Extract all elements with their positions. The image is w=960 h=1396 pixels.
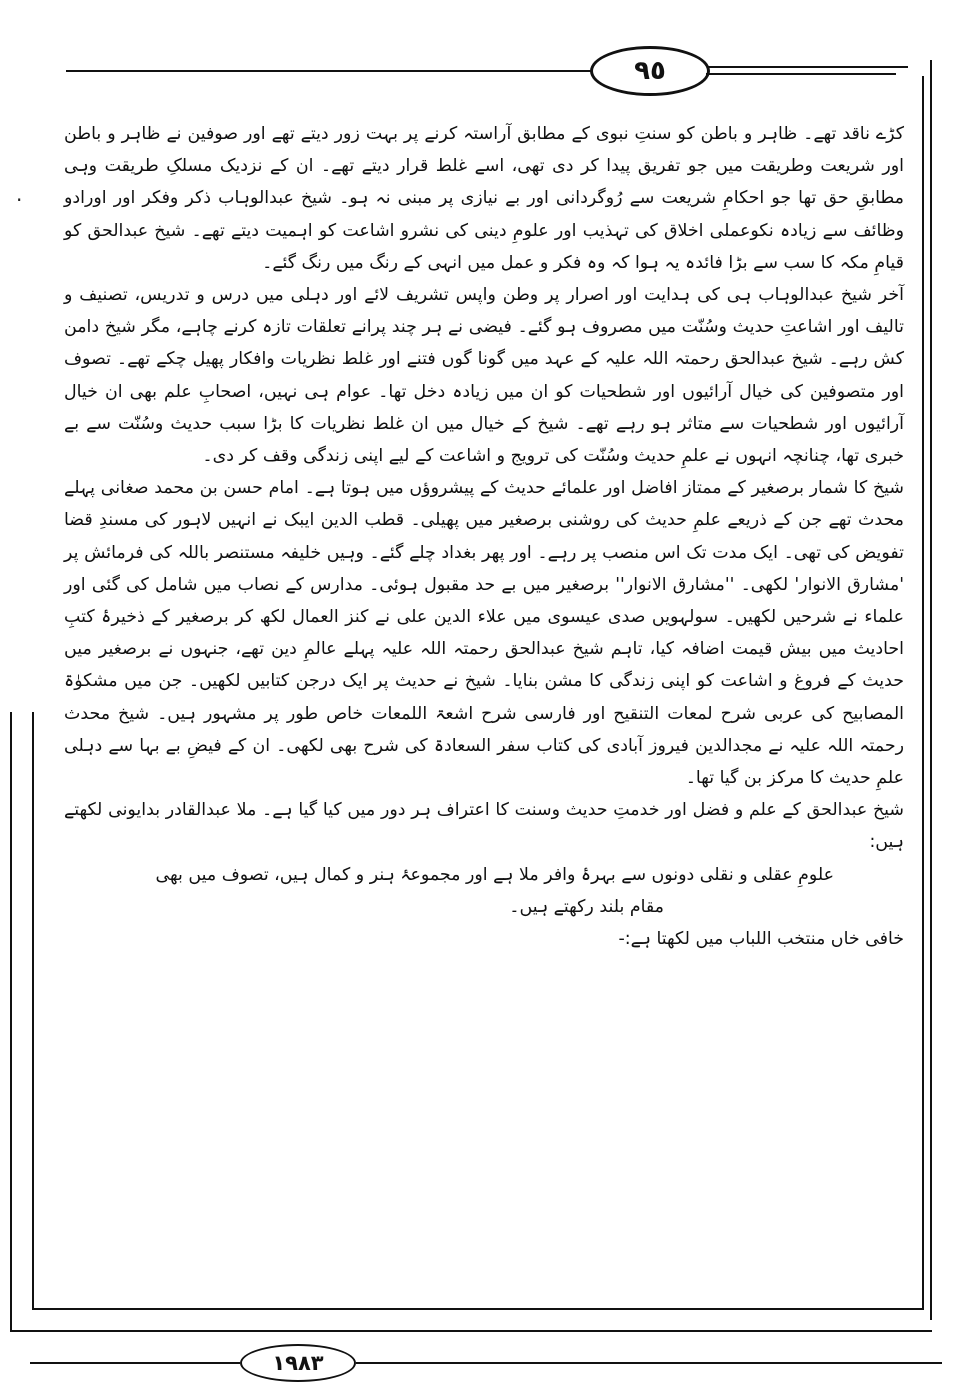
paragraph-4: شیخ عبدالحق کے علم و فضل اور خدمتِ حدیث وسنت کا اعتراف ہر دور میں کیا گیا ہے۔ ملا عبدالقادر بدایونی لکھتے ہیں:: [64, 800, 904, 853]
folio-number: ١٩٨٣: [240, 1344, 356, 1382]
page-number: ٩٥: [590, 46, 710, 96]
left-border-outer: [10, 712, 12, 1330]
closing-line: خافی خاں منتخب اللباب میں لکھتا ہے:-: [618, 929, 904, 950]
right-border-inner: [922, 76, 924, 1310]
bottom-rule-outer: [10, 1330, 932, 1332]
right-border-outer: [930, 60, 932, 1320]
left-border-inner: [32, 712, 34, 1308]
body-text: [64, 118, 904, 955]
bottom-rule-right: [356, 1362, 942, 1364]
quote: علومِ عقلی و نقلی دونوں سے بہرۂ وافر ملا ہے اور مجموعۂ ہنر و کمال ہیں، تصوف میں بھی: [155, 864, 834, 885]
bottom-rule-left: [30, 1362, 240, 1364]
paragraph-1: کڑے ناقد تھے۔ ظاہر و باطن کو سنتِ نبوی کے مطابق آراستہ کرنے پر بہت زور دیتے تھے اور صوفین نے ظاہر و باطن اور شریعت وطریقت میں جو تفریق پیدا کر دی تھی، اسے غلط قرار دیتے تھے۔ ان کے نزدیک مسلکِ طریقت وہی مطابقِ حق تھا جو احکامِ شریعت سے رُوگردانی اور بے نیازی پر مبنی نہ ہو۔ شیخ عبدالوہاب ذکر وفکر اور اورادو وظائف سے زیادہ نکوعملی اخلاق کی تہذیب اور علومِ دینی کی نشرو اشاعت کو اہمیت دیتے تھے۔ شیخ عبدالحق کو قیامِ مکہ کا سب سے بڑا فائدہ یہ ہوا کہ وہ فکر و عمل میں انہی کے رنگ میں رنگ گئے۔: [64, 124, 904, 273]
paragraph-3: شیخ کا شمار برصغیر کے ممتاز افاضل اور علمائے حدیث کے پیشروؤں میں ہوتا ہے۔ امام حسن بن محمد صغانی پہلے محدث تھے جن کے ذریعے علمِ حدیث کی روشنی برصغیر میں پھیلی۔ قطب الدین ایبک نے انہیں لاہور کی مسندِ قضا تفویض کی تھی۔ ایک مدت تک اس منصب پر رہے۔ اور پھر بغداد چلے گئے۔ وہیں خلیفہ مستنصر باللہ کی فرمائش پر 'مشارق الانوار' لکھی۔ ''مشارق الانوار'' برصغیر میں بے حد مقبول ہوئی۔ مدارس کے نصاب میں شامل کی گئی اور علماء نے شرحیں لکھیں۔ سولہویں صدی عیسوی میں علاء الدین علی نے کنز العمال لکھ کر برصغیر کے ذخیرۂ کتبِ احادیث میں بیش قیمت اضافہ کیا، تاہم شیخ عبدالحق رحمتہ اللہ علیہ پہلے عالمِ دین تھے، جنہوں نے برصغیر میں حدیث کے فروغ و اشاعت کو اپنی زندگی کا مشن بنایا۔ شیخ نے حدیث پر ایک درجن کتابیں لکھیں۔ جن میں مشکوٰۃ المصابیح کی عربی شرح لمعات التنقیح اور فارسی شرح اشعۃ اللمعات خاص طور پر مشہور ہیں۔ شیخ محدث رحمتہ اللہ علیہ نے مجدالدین فیروز آبادی کی کتاب سفر السعادۃ کی شرح بھی لکھی۔ ان کے فیضِ بے بہا سے دہلی علمِ حدیث کا مرکز بن گیا تھا۔: [64, 478, 904, 789]
paragraph-2: آخر شیخ عبدالوہاب ہی کی ہدایت اور اصرار پر وطن واپس تشریف لائے اور دہلی میں درس و تدریس، تصنیف و تالیف اور اشاعتِ حدیث وسُنّت میں مصروف ہو گئے۔ فیضی نے ہر چند پرانے تعلقات تازہ کرنے چاہے، مگر شیخ دامن کش رہے۔ شیخ عبدالحق رحمتہ اللہ علیہ کے عہد میں گونا گوں فتنے اور غلط نظریات وافکار پھیل چکے تھے۔ تصوف اور متصوفین کی خیال آرائیوں اور شطحیات کو ان میں زیادہ دخل تھا۔ عوام ہی نہیں، اصحابِ علم بھی ان خیال آرائیوں اور شطحیات سے متاثر ہو رہے تھے۔ شیخ کے خیال میں ان غلط نظریات کا بڑا سبب حدیث وسُنّت سے بے خبری تھا، چنانچہ انہوں نے علمِ حدیث وسُنّت کی ترویج و اشاعت کے لیے اپنی زندگی وقف کر دی۔: [64, 285, 904, 467]
top-rule-short: [708, 66, 908, 68]
stray-mark: ·: [16, 188, 23, 212]
top-rule-long: [66, 70, 592, 72]
top-rule-inner: [706, 73, 896, 75]
quote-end: مقام بلند رکھتے ہیں۔: [509, 896, 664, 917]
bottom-rule-inner: [32, 1308, 924, 1310]
